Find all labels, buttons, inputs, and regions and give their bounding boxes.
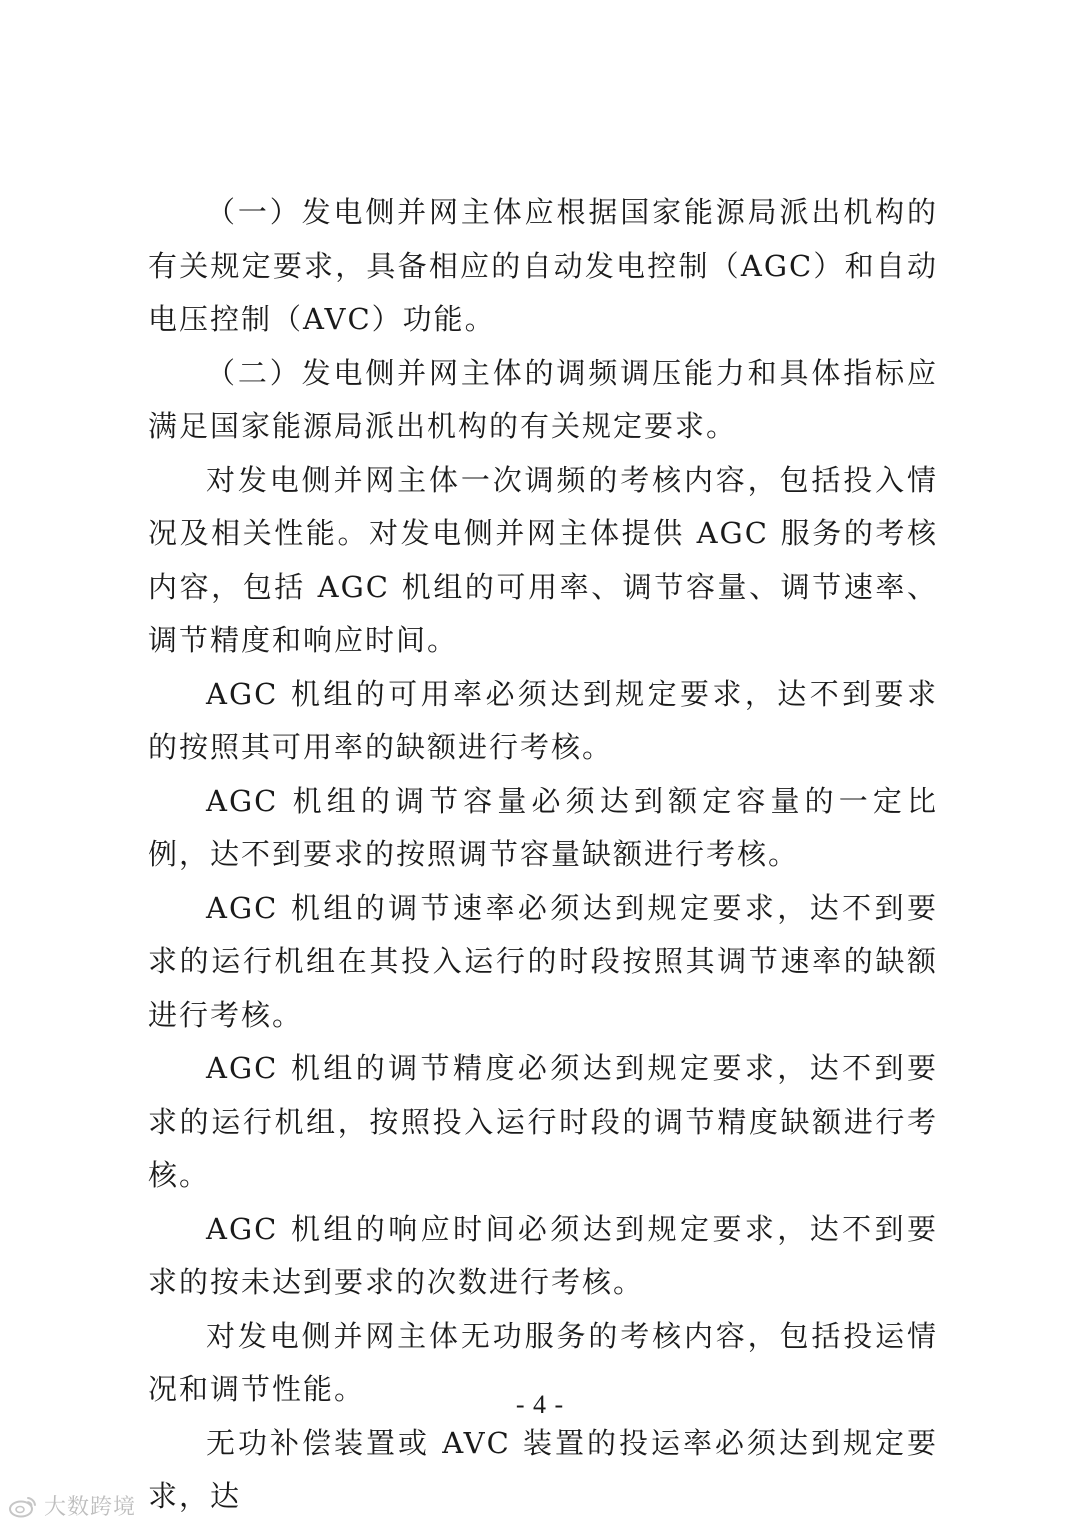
paragraph: 对发电侧并网主体无功服务的考核内容，包括投运情况和调节性能。 bbox=[148, 1318, 938, 1406]
paragraph: 无功补偿装置或 AVC 装置的投运率必须达到规定要求，达 bbox=[148, 1425, 938, 1513]
watermark-text: 大数跨境 bbox=[44, 1495, 137, 1520]
weibo-logo-icon bbox=[8, 1494, 38, 1518]
page-number: - 4 - bbox=[515, 1390, 565, 1419]
paragraph: AGC 机组的调节速率必须达到规定要求，达不到要求的运行机组在其投入运行的时段按照其调节速率的缺额进行考核。 bbox=[148, 890, 938, 1032]
paragraph: AGC 机组的响应时间必须达到规定要求，达不到要求的按未达到要求的次数进行考核。 bbox=[148, 1211, 938, 1299]
paragraph: AGC 机组的可用率必须达到规定要求，达不到要求的按照其可用率的缺额进行考核。 bbox=[148, 676, 938, 764]
document-body bbox=[148, 186, 938, 1524]
paragraph: AGC 机组的调节精度必须达到规定要求，达不到要求的运行机组，按照投入运行时段的调节精度缺额进行考核。 bbox=[148, 1051, 938, 1192]
paragraph: （二）发电侧并网主体的调频调压能力和具体指标应满足国家能源局派出机构的有关规定要求。 bbox=[148, 355, 938, 443]
paragraph: 对发电侧并网主体一次调频的考核内容，包括投入情况及相关性能。对发电侧并网主体提供 AGC 服务的考核内容，包括 AGC 机组的可用率、调节容量、调节速率、调节精度和响应时间。 bbox=[148, 462, 938, 657]
watermark bbox=[8, 1490, 136, 1521]
paragraph: AGC 机组的调节容量必须达到额定容量的一定比例，达不到要求的按照调节容量缺额进行考核。 bbox=[148, 783, 938, 871]
paragraph: （一）发电侧并网主体应根据国家能源局派出机构的有关规定要求，具备相应的自动发电控制（AGC）和自动电压控制（AVC）功能。 bbox=[148, 195, 938, 336]
